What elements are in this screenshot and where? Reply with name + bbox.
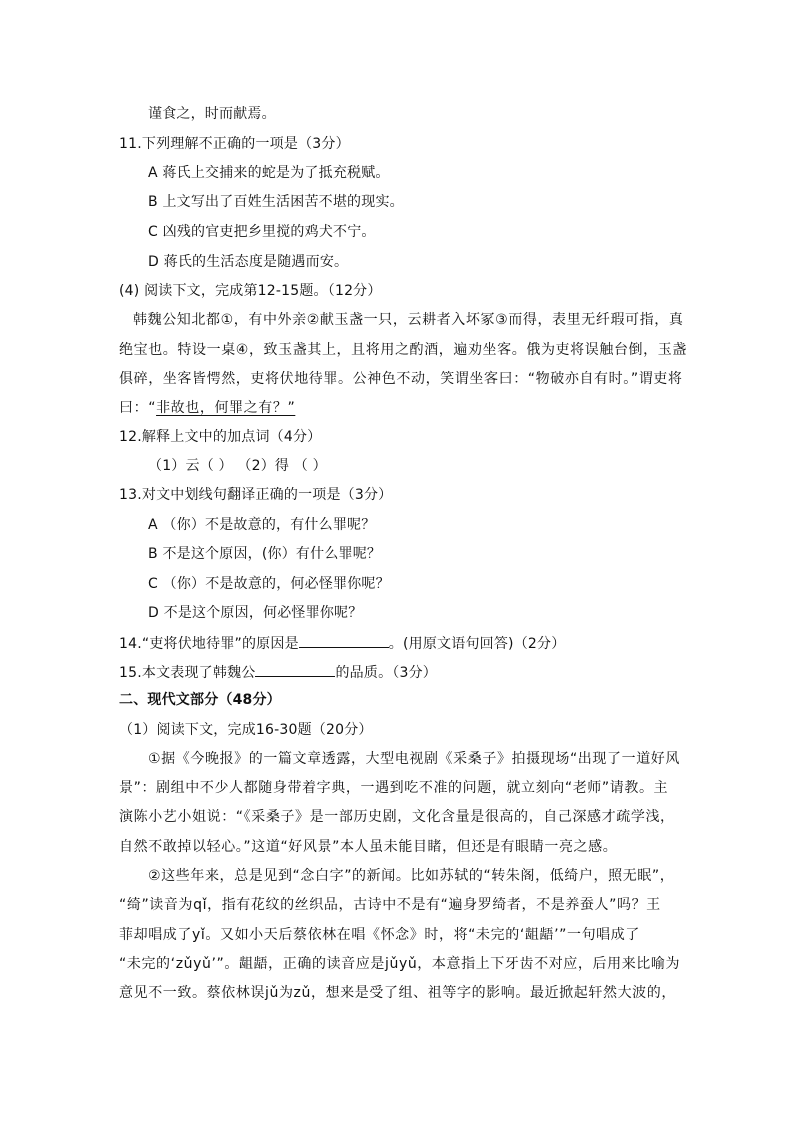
- question-11-option-d: D 蒋氏的生活态度是随遇而安。: [148, 254, 349, 270]
- paragraph-2-line: ②这些年来，总是见到“念白字”的新闻。比如苏轼的“转朱阁，低绮户，照无眠”，: [148, 868, 675, 884]
- question-15-suffix: 的品质。（3分）: [335, 665, 437, 681]
- question-13-option-c: C （你）不是故意的，何必怪罪你呢？: [148, 576, 390, 592]
- question-14-text: 14.“吏将伏地待罪”的原因是: [119, 636, 299, 652]
- paragraph-2-line: “绮”读音为qǐ，指有花纹的丝织品，古诗中不是有“遍身罗绮者，不是养蚕人”吗？王: [119, 897, 661, 913]
- question-15: [119, 661, 437, 683]
- passage-line: 韩魏公知北都①，有中外亲②献玉盏一只，云耕者入坏冢③而得，表里无纤瑕可指，真: [133, 312, 684, 328]
- question-11-option-c: C 凶残的官吏把乡里搅的鸡犬不宁。: [148, 224, 376, 240]
- question-13-option-b: B 不是这个原因，(你）有什么罪呢？: [148, 546, 382, 562]
- underlined-sentence: 非故也，何罪之有？”: [156, 400, 296, 416]
- question-12-items: （1）云（ ） （2）得 （ ）: [148, 458, 327, 474]
- question-13-option-d: D 不是这个原因，何必怪罪你呢？: [148, 605, 363, 621]
- question-12-stem: 12.解释上文中的加点词（4分）: [119, 429, 322, 445]
- paragraph-2-line: “未完的‘zǔyǔ’”。龃龉，正确的读音应是jǔyǔ，本意指上下牙齿不对应，后用来比喻为: [119, 956, 681, 972]
- question-13-option-a: A （你）不是故意的，有什么罪呢？: [148, 517, 376, 533]
- previous-passage-tail: 谨食之，时而献焉。: [148, 106, 276, 122]
- paragraph-1-line: 演陈小艺小姐说：“《采桑子》是一部历史剧，文化含量是很高的，自己深感才疏学浅，: [119, 809, 675, 825]
- passage-line: 俱碎，坐客皆愕然，吏将伏地待罪。公神色不动，笑谓坐客曰：“物破亦自有时。”谓吏将: [119, 371, 683, 387]
- passage-last-line: [119, 398, 295, 418]
- question-15-text: 15.本文表现了韩魏公: [119, 665, 256, 681]
- paragraph-2-line: 意见不一致。蔡依林误jǔ为zǔ，想来是受了组、祖等字的影响。最近掀起轩然大波的，: [119, 985, 676, 1001]
- answer-blank-14[interactable]: [299, 632, 389, 648]
- question-14-suffix: 。(用原文语句回答)（2分）: [388, 636, 566, 652]
- paragraph-2-line: 菲却唱成了yǐ。又如小天后蔡依林在唱《怀念》时，将“未完的‘龃龉’”一句唱成了: [119, 927, 640, 943]
- passage-line: 绝宝也。特设一桌④，致玉盏其上，且将用之酌酒，遍劝坐客。俄为吏将误触台倒，玉盏: [119, 342, 687, 358]
- question-14: [119, 632, 565, 654]
- paragraph-1-line: 自然不敢掉以轻心。”这道“好风景”本人虽未能目睹，但还是有眼睛一亮之感。: [119, 839, 618, 855]
- question-11-stem: 11.下列理解不正确的一项是（3分）: [119, 136, 350, 152]
- part-2-subheading: （1）阅读下文，完成16-30题（20分）: [119, 722, 373, 738]
- question-13-stem: 13.对文中划线句翻译正确的一项是（3分）: [119, 487, 393, 503]
- question-11-option-a: A 蒋氏上交捕来的蛇是为了抵充税赋。: [148, 165, 390, 181]
- section-4-heading: (4) 阅读下文，完成第12-15题。（12分）: [119, 283, 382, 299]
- paragraph-1-line: 景”：剧组中不少人都随身带着字典，一遇到吃不准的问题，就立刻向“老师”请教。主: [119, 780, 669, 796]
- answer-blank-15[interactable]: [255, 661, 335, 677]
- paragraph-1-line: ①据《今晚报》的一篇文章透露，大型电视剧《采桑子》拍摄现场“出现了一道好风: [148, 751, 681, 767]
- passage-last-prefix: 曰：“: [119, 400, 157, 416]
- part-2-heading: 二、现代文部分（48分）: [119, 692, 281, 708]
- question-11-option-b: B 上文写出了百姓生活困苦不堪的现实。: [148, 194, 404, 210]
